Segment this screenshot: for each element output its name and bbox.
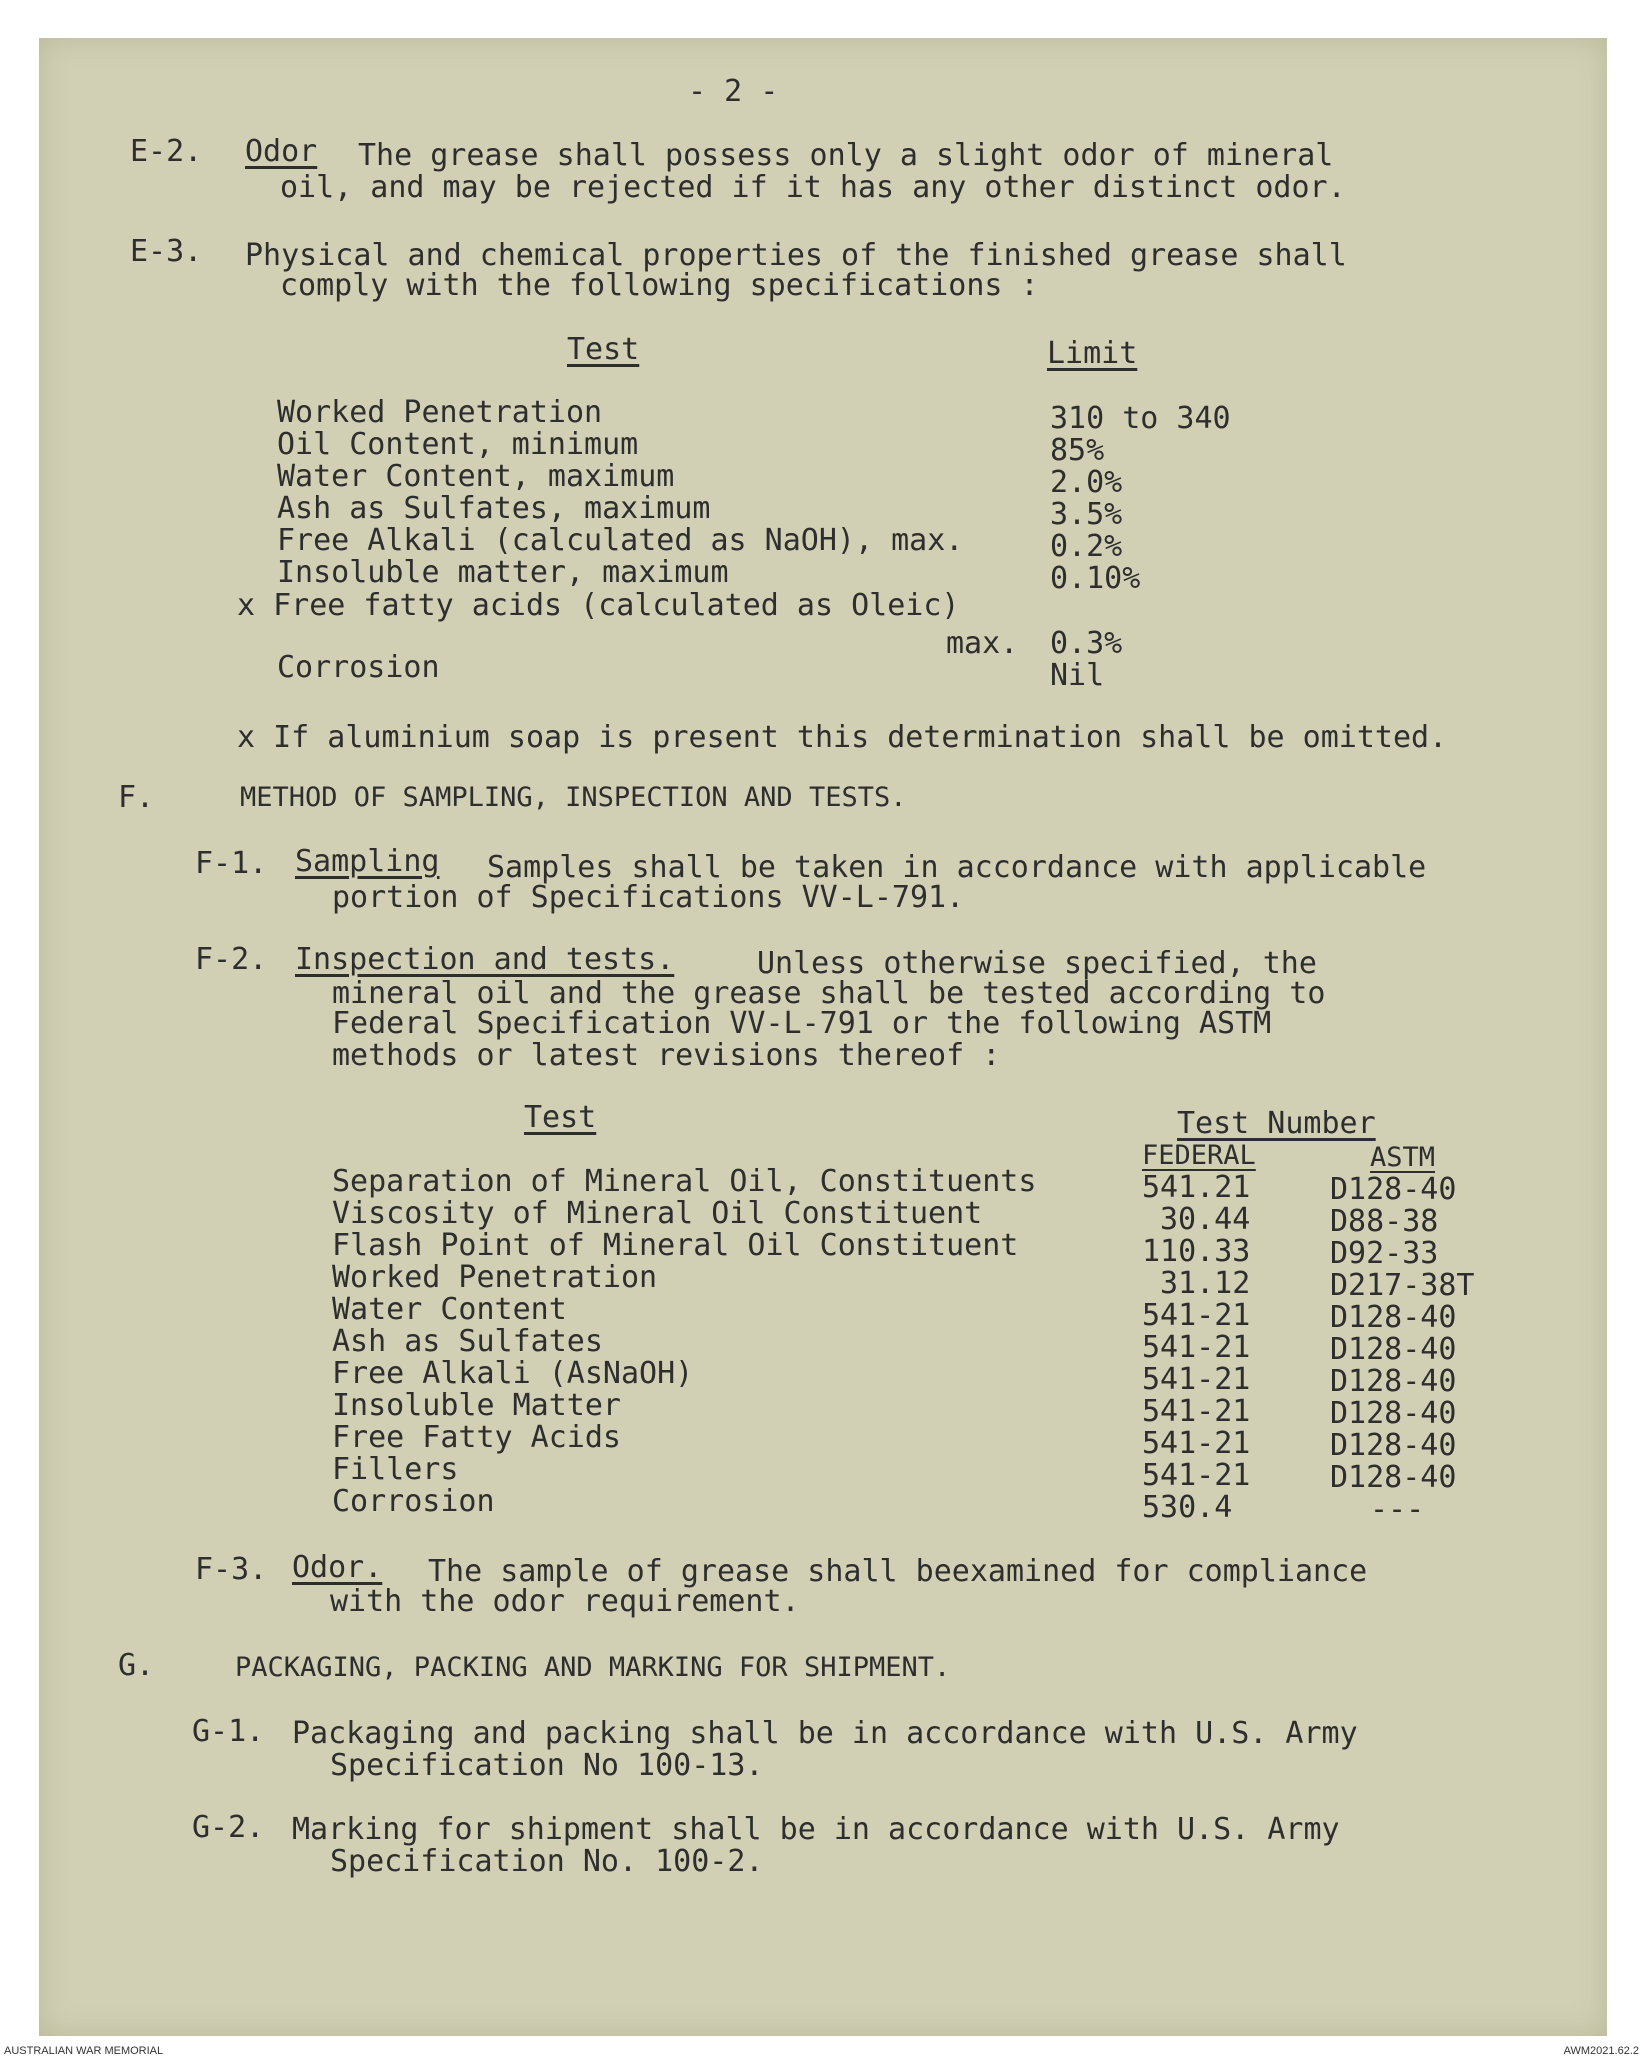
- test-name: Water Content: [332, 1292, 567, 1327]
- test-name: Free Alkali (AsNaOH): [332, 1356, 694, 1391]
- test-astm: D88-38: [1330, 1204, 1439, 1239]
- clause-text: methods or latest revisions thereof :: [332, 1038, 1001, 1073]
- test-federal: 541-21: [1142, 1458, 1251, 1493]
- clause-text: Marking for shipment shall be in accordance with U.S. Army: [292, 1812, 1340, 1847]
- spec-limit: 0.10%: [1050, 561, 1141, 596]
- test-astm: D92-33: [1330, 1236, 1439, 1271]
- clause-number: E-2.: [130, 134, 203, 169]
- test-federal: 530.4: [1142, 1490, 1233, 1525]
- spec-test: max.: [946, 626, 1019, 661]
- clause-heading: Odor: [245, 134, 318, 169]
- test-col-test: Test: [524, 1100, 597, 1135]
- test-name: Fillers: [332, 1452, 459, 1487]
- clause-text: Specification No. 100-2.: [330, 1844, 764, 1879]
- test-federal: 110.33: [1142, 1234, 1251, 1269]
- clause-text: Unless otherwise specified, the: [757, 946, 1317, 981]
- spec-limit: 85%: [1050, 433, 1105, 468]
- section-letter: G.: [118, 1648, 155, 1683]
- spec-test: Free Alkali (calculated as NaOH), max.: [277, 523, 964, 558]
- clause-number: F-3.: [195, 1552, 268, 1587]
- spec-test: Oil Content, minimum: [277, 427, 639, 462]
- test-col-group: Test Number: [1177, 1106, 1376, 1141]
- clause-text: Samples shall be taken in accordance with applicable: [487, 850, 1427, 885]
- spec-test: Water Content, maximum: [277, 459, 675, 494]
- spec-col-limit: Limit: [1047, 336, 1138, 371]
- clause-text: Packaging and packing shall be in accordance with U.S. Army: [292, 1716, 1358, 1751]
- clause-number: G-1.: [192, 1714, 265, 1749]
- spec-limit: Nil: [1050, 658, 1105, 693]
- test-name: Separation of Mineral Oil, Constituents: [332, 1164, 1037, 1199]
- test-federal: 541-21: [1142, 1426, 1251, 1461]
- test-federal: 541-21: [1142, 1330, 1251, 1365]
- test-federal: 541.21: [1142, 1170, 1251, 1205]
- test-name: Viscosity of Mineral Oil Constituent: [332, 1196, 983, 1231]
- clause-text: The grease shall possess only a slight odor of mineral: [358, 138, 1334, 173]
- spec-limit: 310 to 340: [1050, 401, 1231, 436]
- spec-limit: 0.3%: [1050, 626, 1123, 661]
- page-number: - 2 -: [688, 74, 779, 109]
- clause-text: with the odor requirement.: [330, 1584, 800, 1619]
- spec-limit: 3.5%: [1050, 497, 1123, 532]
- test-astm: D128-40: [1330, 1428, 1457, 1463]
- test-federal: 541-21: [1142, 1298, 1251, 1333]
- test-federal: 541-21: [1142, 1394, 1251, 1429]
- test-astm: D217-38T: [1330, 1268, 1475, 1303]
- test-astm: ---: [1370, 1492, 1425, 1527]
- spec-footnote: x If aluminium soap is present this determination shall be omitted.: [237, 720, 1448, 755]
- test-federal: 31.12: [1160, 1266, 1251, 1301]
- spec-test: Ash as Sulfates, maximum: [277, 491, 711, 526]
- test-name: Worked Penetration: [332, 1260, 658, 1295]
- test-astm: D128-40: [1330, 1300, 1457, 1335]
- clause-text: portion of Specifications VV-L-791.: [332, 880, 965, 915]
- test-astm: D128-40: [1330, 1396, 1457, 1431]
- clause-text: comply with the following specifications :: [280, 268, 1039, 303]
- spec-test: Corrosion: [277, 650, 440, 685]
- clause-number: E-3.: [130, 234, 203, 269]
- section-title: METHOD OF SAMPLING, INSPECTION AND TESTS.: [240, 782, 907, 813]
- test-astm: D128-40: [1330, 1172, 1457, 1207]
- clause-number: G-2.: [192, 1810, 265, 1845]
- clause-text: Specification No 100-13.: [330, 1748, 764, 1783]
- clause-text: mineral oil and the grease shall be tested according to: [332, 976, 1326, 1011]
- spec-test: Worked Penetration: [277, 395, 603, 430]
- clause-text: Physical and chemical properties of the finished grease shall: [245, 238, 1347, 273]
- clause-number: F-1.: [195, 846, 268, 881]
- clause-heading: Inspection and tests.: [295, 942, 675, 977]
- test-federal: 541-21: [1142, 1362, 1251, 1397]
- section-title: PACKAGING, PACKING AND MARKING FOR SHIPMENT.: [235, 1652, 951, 1683]
- spec-limit: 2.0%: [1050, 465, 1123, 500]
- test-name: Ash as Sulfates: [332, 1324, 603, 1359]
- clause-text: The sample of grease shall beexamined for compliance: [428, 1554, 1368, 1589]
- clause-text: oil, and may be rejected if it has any other distinct odor.: [280, 170, 1346, 205]
- test-name: Flash Point of Mineral Oil Constituent: [332, 1228, 1019, 1263]
- clause-heading: Sampling: [295, 844, 440, 879]
- test-col-astm: ASTM: [1370, 1142, 1436, 1173]
- section-letter: F.: [118, 780, 155, 815]
- test-col-federal: FEDERAL: [1142, 1140, 1256, 1171]
- clause-heading: Odor.: [292, 1550, 383, 1585]
- spec-limit: 0.2%: [1050, 529, 1123, 564]
- footer-left: AUSTRALIAN WAR MEMORIAL: [4, 2045, 164, 2057]
- clause-text: Federal Specification VV-L-791 or the following ASTM: [332, 1006, 1272, 1041]
- spec-test: Insoluble matter, maximum: [277, 555, 729, 590]
- footer-right: AWM2021.62.2: [1563, 2045, 1639, 2057]
- spec-col-test: Test: [567, 332, 640, 367]
- test-name: Insoluble Matter: [332, 1388, 621, 1423]
- test-astm: D128-40: [1330, 1364, 1457, 1399]
- test-astm: D128-40: [1330, 1460, 1457, 1495]
- test-name: Free Fatty Acids: [332, 1420, 621, 1455]
- clause-number: F-2.: [195, 942, 268, 977]
- test-astm: D128-40: [1330, 1332, 1457, 1367]
- test-federal: 30.44: [1160, 1202, 1251, 1237]
- spec-test: x Free fatty acids (calculated as Oleic): [237, 588, 960, 623]
- test-name: Corrosion: [332, 1484, 495, 1519]
